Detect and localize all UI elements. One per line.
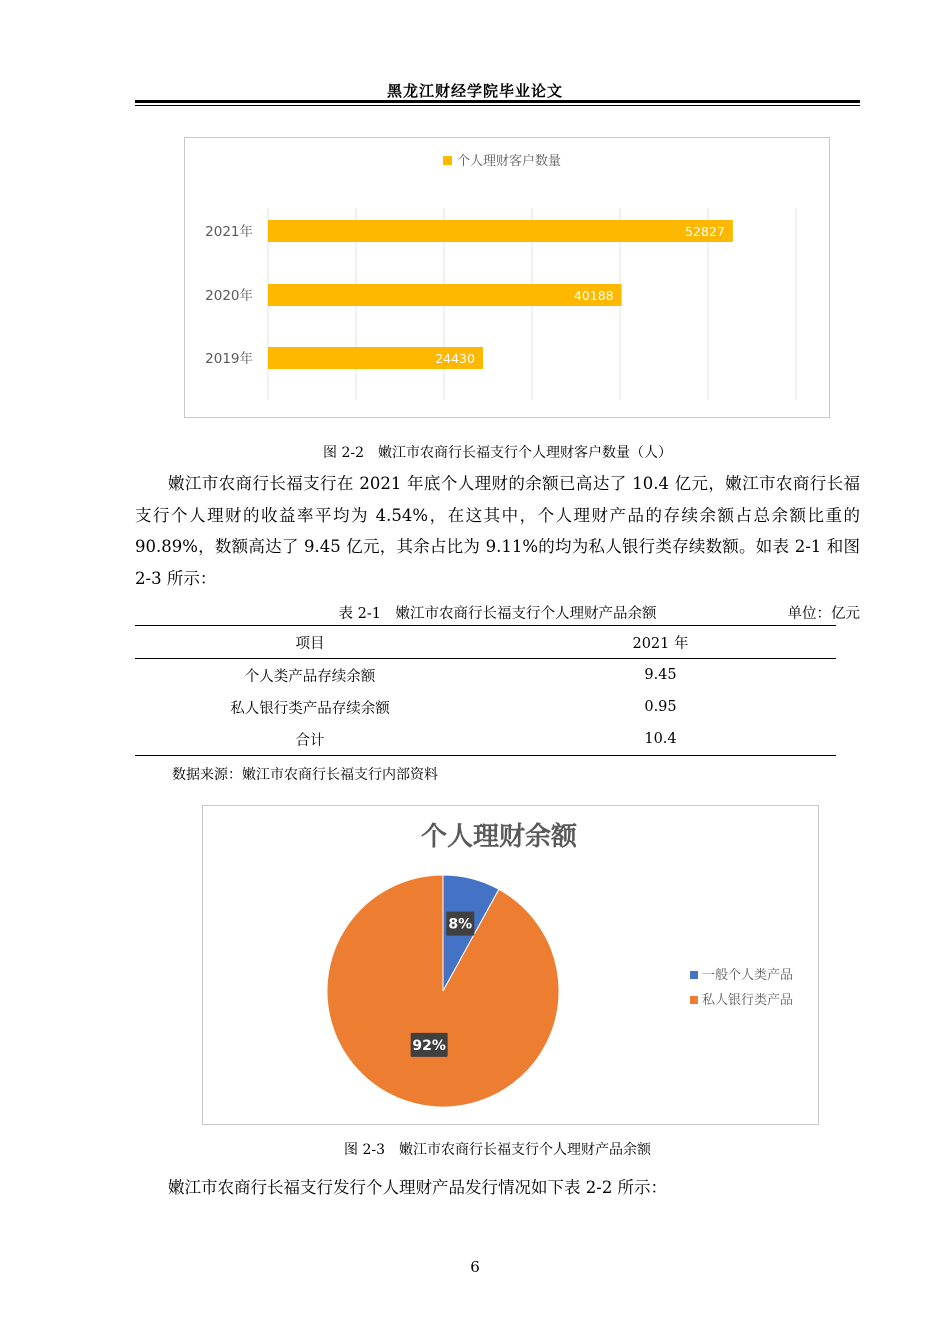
figure-2-3-caption: 图 2-3 嫩江市农商行长福支行个人理财产品余额: [344, 1142, 651, 1158]
legend-label: 个人理财客户数量: [457, 154, 562, 169]
table-header-row: [135, 626, 836, 659]
table-cell: 个人类产品存续余额: [244, 668, 376, 685]
legend-swatch: [443, 156, 452, 165]
table-2-1-title: 表 2-1 嫩江市农商行长福支行个人理财产品余额: [338, 606, 657, 622]
paragraph-2: 嫩江市农商行长福支行发行个人理财产品发行情况如下表 2-2 所示：: [168, 1178, 668, 1197]
category-label: 2021年: [205, 224, 253, 240]
page-number: 6: [470, 1258, 480, 1276]
data-label: 52827: [685, 224, 725, 239]
header-rule-thin: [135, 105, 860, 106]
table-header-cell: 2021 年: [485, 626, 836, 659]
bar: [268, 220, 733, 242]
legend-swatch: [690, 971, 698, 979]
pie-chart: [203, 806, 818, 1124]
legend: [443, 153, 561, 169]
data-label: 24430: [435, 351, 475, 366]
pie-slice: [327, 875, 559, 1107]
table-header-cell: 项目: [135, 626, 485, 659]
bar: [268, 284, 622, 306]
table-row: [135, 691, 836, 723]
legend-swatch: [690, 996, 698, 1004]
table-row: [135, 659, 836, 692]
running-header: 黑龙江财经学院毕业论文: [386, 82, 563, 100]
chart-title: 个人理财余额: [420, 822, 578, 852]
data-label: 8%: [448, 916, 473, 933]
table-cell: 0.95: [644, 699, 677, 715]
figure-2-2-caption: 图 2-2 嫩江市农商行长福支行个人理财客户数量（人）: [323, 445, 672, 461]
table-cell: 私人银行类产品存续余额: [230, 700, 390, 717]
legend-label: 一般个人类产品: [702, 968, 794, 983]
data-label: 92%: [412, 1037, 446, 1054]
data-label: 40188: [573, 288, 614, 303]
table-cell: 9.45: [644, 667, 677, 683]
table-2-1: [135, 625, 836, 756]
header-rule-thick: [135, 100, 860, 103]
bar-chart-frame: [184, 137, 830, 418]
table-row: [135, 723, 836, 756]
table-source-note: 数据来源：嫩江市农商行长福支行内部资料: [172, 767, 438, 783]
paragraph-1: 嫩江市农商行长福支行在 2021 年底个人理财的余额已高达了 10.4 亿元，嫩江市农商行长福支行个人理财的收益率平均为 4.54%，在这其中，个人理财产品的存续余额占总余额比重的 90.89%，数额高达了 9.45 亿元，其余占比为 9.11%的均为私人银行类存续数额。如表 2-1 和图 2-3 所示：: [135, 474, 860, 588]
category-label: 2020年: [205, 288, 253, 304]
pie-chart-frame: [202, 805, 819, 1125]
table-cell: 合计: [135, 723, 485, 756]
table-cell: 10.4: [485, 723, 836, 756]
category-label: 2019年: [205, 351, 253, 367]
bar-chart: [185, 138, 829, 417]
legend-label: 私人银行类产品: [702, 993, 794, 1008]
table-2-1-unit: 单位：亿元: [787, 606, 860, 622]
